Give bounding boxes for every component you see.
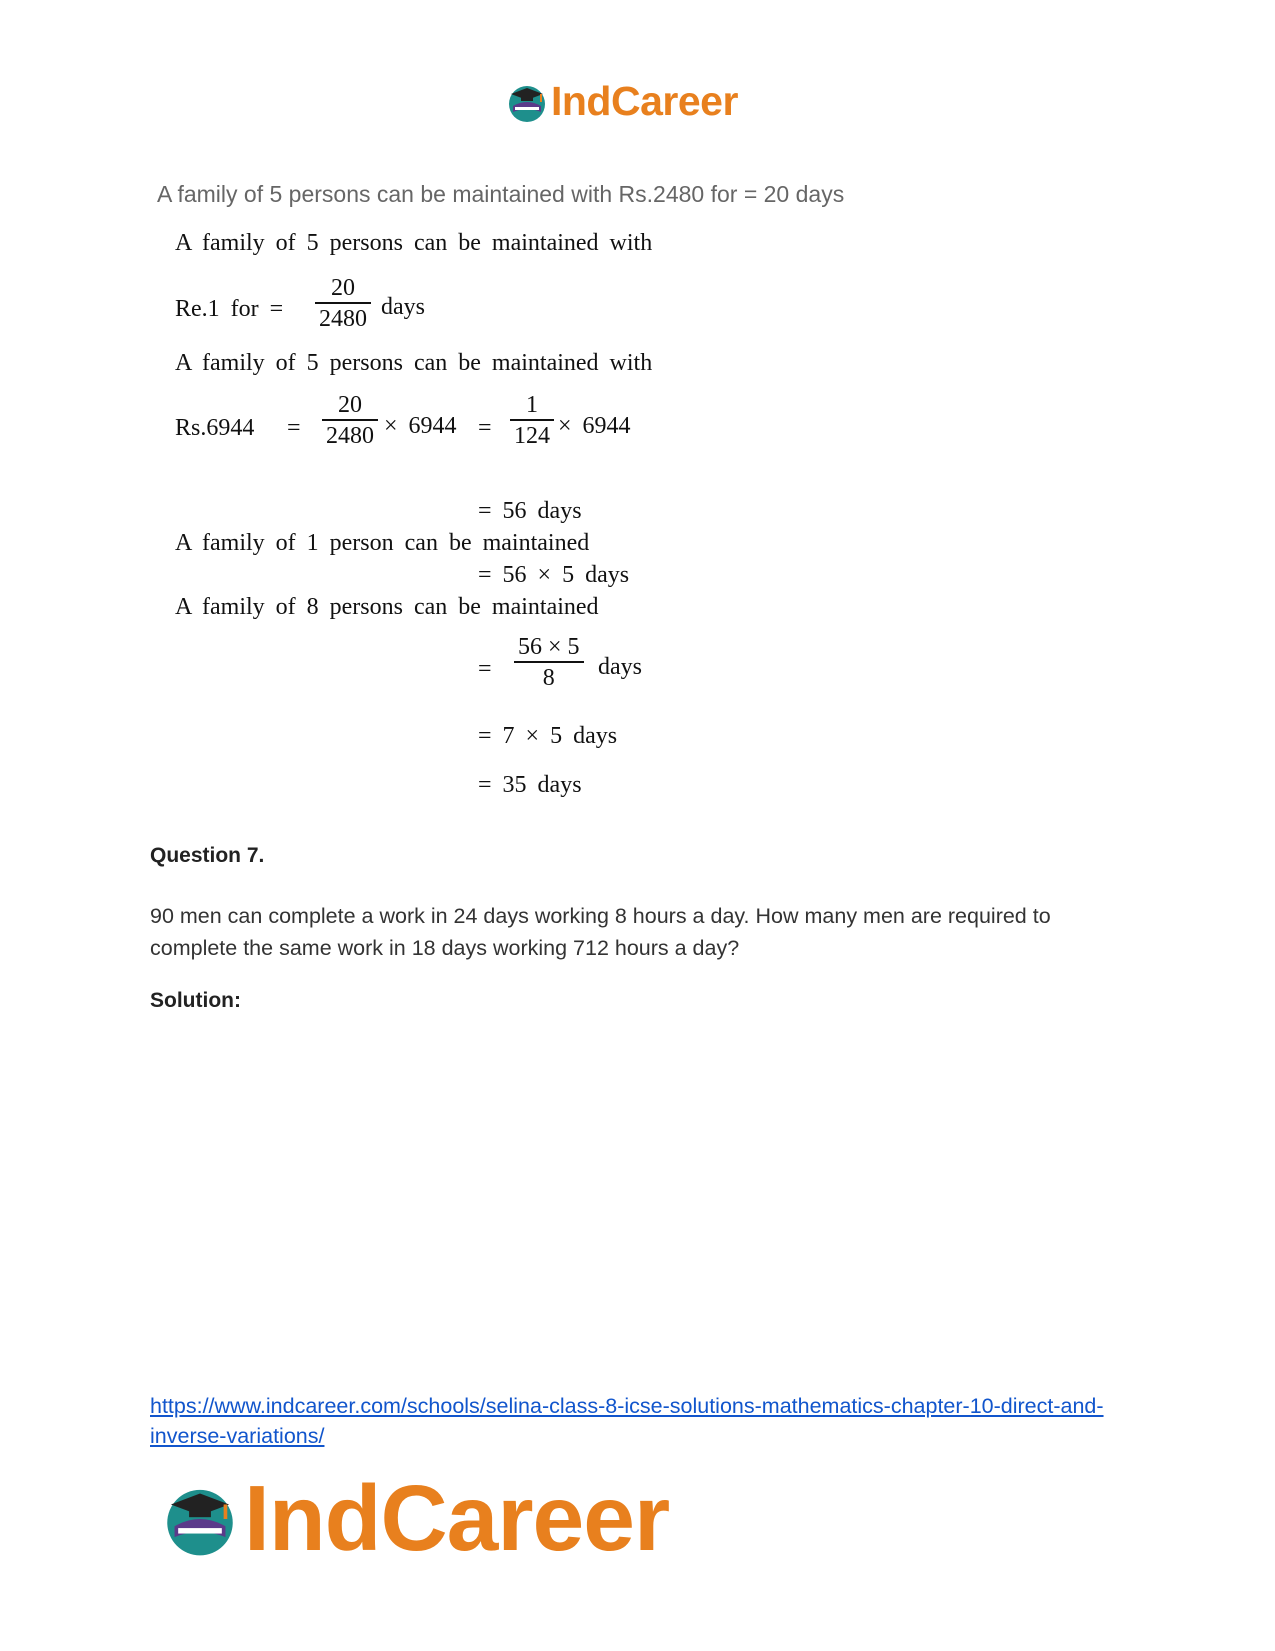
fraction-56x5-over-8 [514, 633, 584, 693]
working-line-6: A family of 1 person can be maintained [175, 530, 590, 556]
fraction-1-over-124 [510, 391, 554, 451]
working-line-2-unit: days [381, 294, 425, 320]
fraction-20-over-2480-b [322, 391, 378, 451]
graduation-cap-icon [505, 80, 549, 124]
question-text: 90 men can complete a work in 24 days working 8 hours a day. How many men are required to complete the same work in 18 days working 712 hours a day? [150, 904, 1051, 960]
working-line-4-mult-1: × 6944 [384, 413, 457, 439]
intro-line: A family of 5 persons can be maintained with Rs.2480 for = 20 days [157, 181, 845, 207]
footer-logo [160, 1465, 669, 1572]
fraction-denominator: 2480 [326, 422, 374, 449]
working-line-11: = 35 days [478, 772, 582, 798]
fraction-denominator: 2480 [319, 305, 367, 332]
working-line-10: = 7 × 5 days [478, 723, 618, 749]
working-line-4-label: Rs.6944 [175, 415, 255, 441]
working-line-4-equals: = [287, 415, 301, 441]
working-line-2-label: Re.1 for = [175, 296, 284, 322]
working-line-1: A family of 5 persons can be maintained with [175, 230, 653, 256]
header-logo [505, 78, 738, 125]
working-line-8: A family of 8 persons can be maintained [175, 594, 599, 620]
working-line-9-unit: days [598, 654, 642, 680]
source-link[interactable]: https://www.indcareer.com/schools/selina-class-8-icse-solutions-mathematics-chapter-10-direct-and-inverse-variations/ [150, 1394, 1104, 1448]
fraction-20-over-2480 [315, 274, 371, 334]
working-line-3: A family of 5 persons can be maintained with [175, 350, 653, 376]
working-line-7: = 56 × 5 days [478, 562, 630, 588]
fraction-numerator: 56 × 5 [518, 634, 580, 660]
fraction-numerator: 1 [526, 392, 538, 418]
working-line-4-mult-2: × 6944 [558, 413, 631, 439]
working-line-9-equals: = [478, 656, 492, 682]
graduation-cap-icon [160, 1479, 240, 1559]
fraction-numerator: 20 [331, 275, 355, 301]
working-line-5: = 56 days [478, 498, 582, 524]
logo-wordmark: IndCareer [244, 1466, 670, 1570]
fraction-numerator: 20 [338, 392, 362, 418]
fraction-denominator: 124 [514, 422, 550, 449]
fraction-denominator: 8 [542, 664, 555, 691]
logo-wordmark: IndCareer [551, 78, 738, 124]
working-line-4-equals-2: = [478, 415, 492, 441]
question-title: Question 7. [150, 844, 265, 867]
solution-label: Solution: [150, 989, 241, 1012]
